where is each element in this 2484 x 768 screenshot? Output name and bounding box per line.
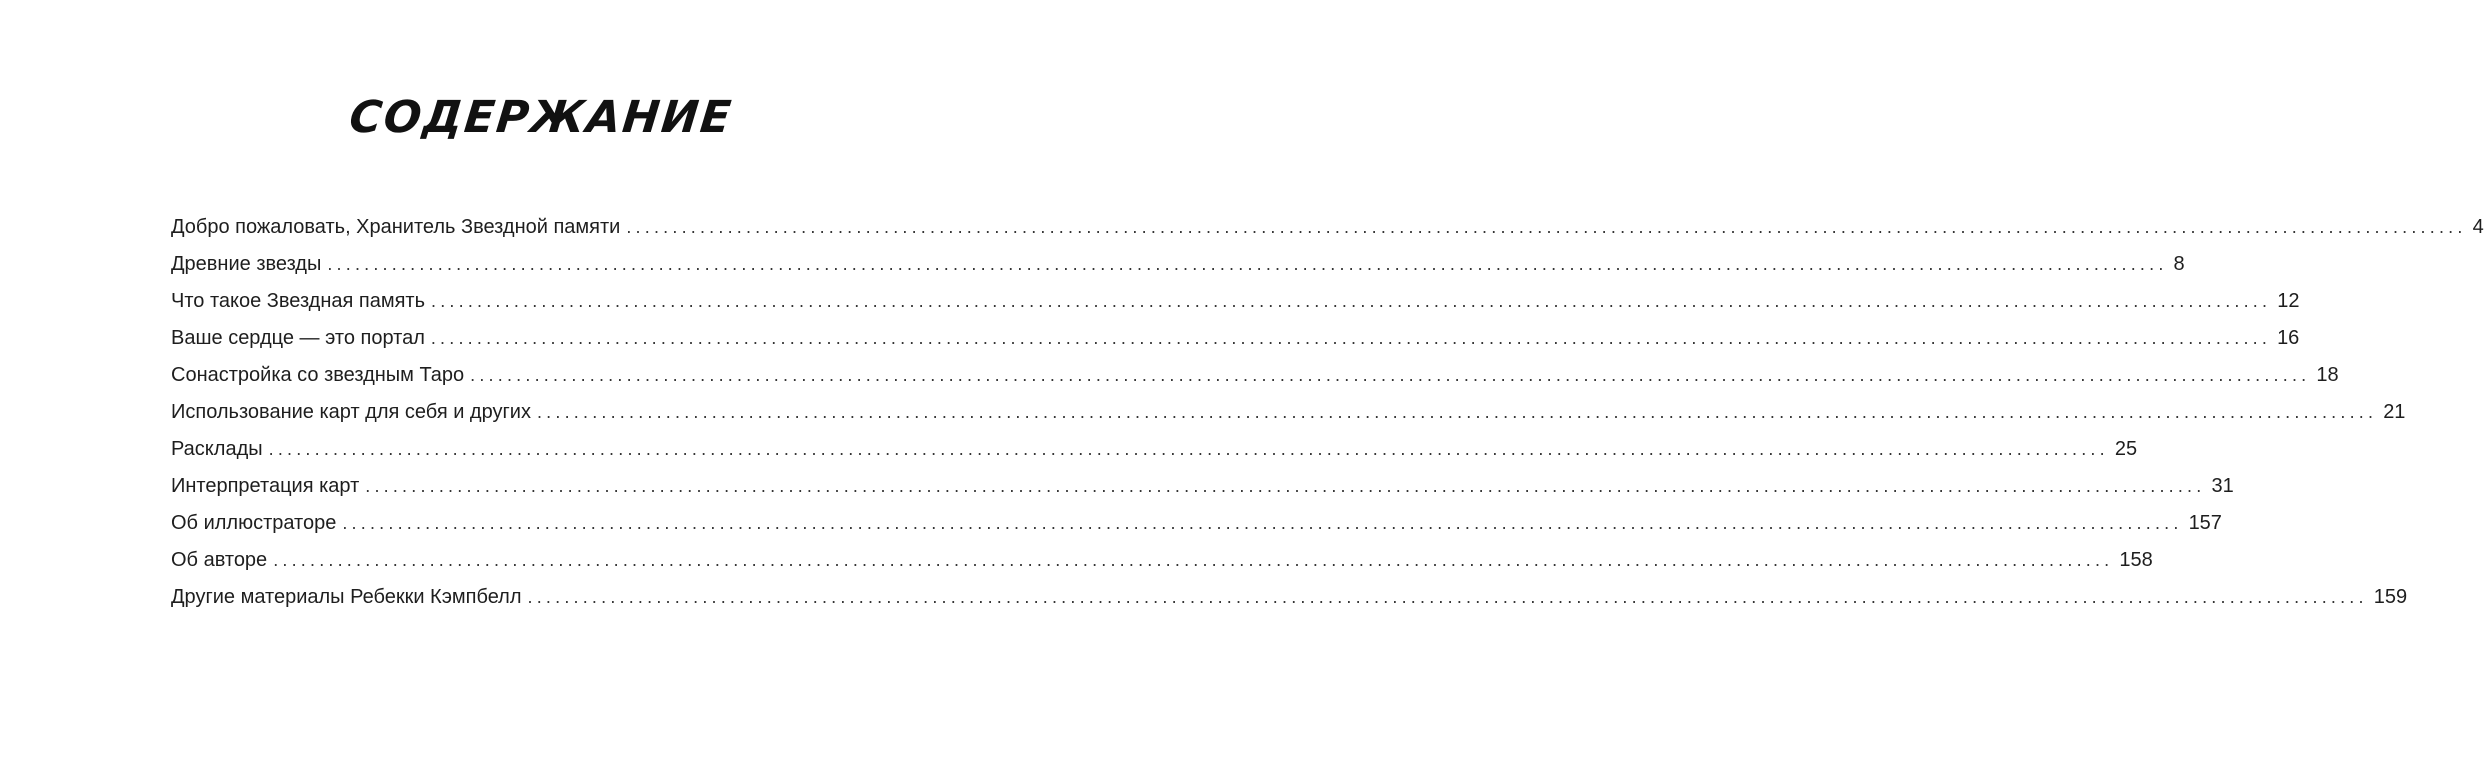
toc-entry-label: Об иллюстраторе (171, 512, 337, 534)
dot-leader: ........................................................................................................................................................................................................ (626, 217, 2467, 237)
toc-entry-label: Сонастройка со звездным Таро (171, 364, 465, 386)
toc-entry-page: 158 (2119, 549, 2153, 571)
toc-entry (171, 283, 2300, 320)
toc-entry-label: Об авторе (171, 549, 268, 571)
toc-entry (171, 209, 2484, 246)
toc-entry (171, 505, 2222, 542)
toc-entry (171, 579, 2408, 616)
dot-leader: ........................................................................................................................................................................................................ (342, 513, 2183, 533)
dot-leader: ........................................................................................................................................................................................................ (470, 365, 2311, 385)
toc-entry (171, 431, 2138, 468)
toc-entry (171, 468, 2234, 505)
page-title: СОДЕРЖАНИЕ (346, 92, 736, 143)
toc-entry-page: 12 (2277, 290, 2300, 312)
table-of-contents (171, 209, 2484, 616)
dot-leader: ........................................................................................................................................................................................................ (430, 328, 2272, 348)
toc-entry-label: Расклады (171, 438, 263, 460)
toc-entry-label: Древние звезды (171, 253, 322, 275)
toc-entry-page: 25 (2114, 438, 2138, 460)
toc-entry (171, 542, 2153, 579)
dot-leader: ........................................................................................................................................................................................................ (273, 550, 2114, 570)
toc-entry-page: 16 (2277, 327, 2300, 349)
toc-entry-label: Добро пожаловать, Хранитель Звездной памяти (171, 216, 621, 238)
toc-entry-label: Что такое Звездная память (171, 290, 426, 312)
toc-entry (171, 394, 2406, 431)
toc-entry-page: 18 (2316, 364, 2339, 386)
toc-entry-label: Использование карт для себя и других (171, 401, 531, 423)
dot-leader: ........................................................................................................................................................................................................ (268, 439, 2109, 459)
toc-entry (171, 320, 2300, 357)
toc-entry-label: Ваше сердце — это портал (171, 327, 425, 349)
toc-entry-page: 21 (2383, 401, 2406, 423)
toc-entry-label: Другие материалы Ребекки Кэмпбелл (171, 586, 522, 608)
toc-entry-page: 8 (2173, 253, 2185, 275)
dot-leader: ........................................................................................................................................................................................................ (431, 291, 2272, 311)
dot-leader: ........................................................................................................................................................................................................ (527, 587, 2368, 607)
toc-entry (171, 246, 2185, 283)
dot-leader: ........................................................................................................................................................................................................ (365, 476, 2206, 496)
toc-entry-label: Интерпретация карт (171, 475, 360, 497)
dot-leader: ........................................................................................................................................................................................................ (536, 402, 2378, 422)
toc-entry-page: 159 (2373, 586, 2408, 608)
dot-leader: ........................................................................................................................................................................................................ (327, 254, 2168, 274)
toc-entry (171, 357, 2339, 394)
toc-entry-page: 4 (2472, 216, 2484, 238)
toc-entry-page: 31 (2211, 475, 2234, 497)
toc-entry-page: 157 (2188, 512, 2222, 534)
